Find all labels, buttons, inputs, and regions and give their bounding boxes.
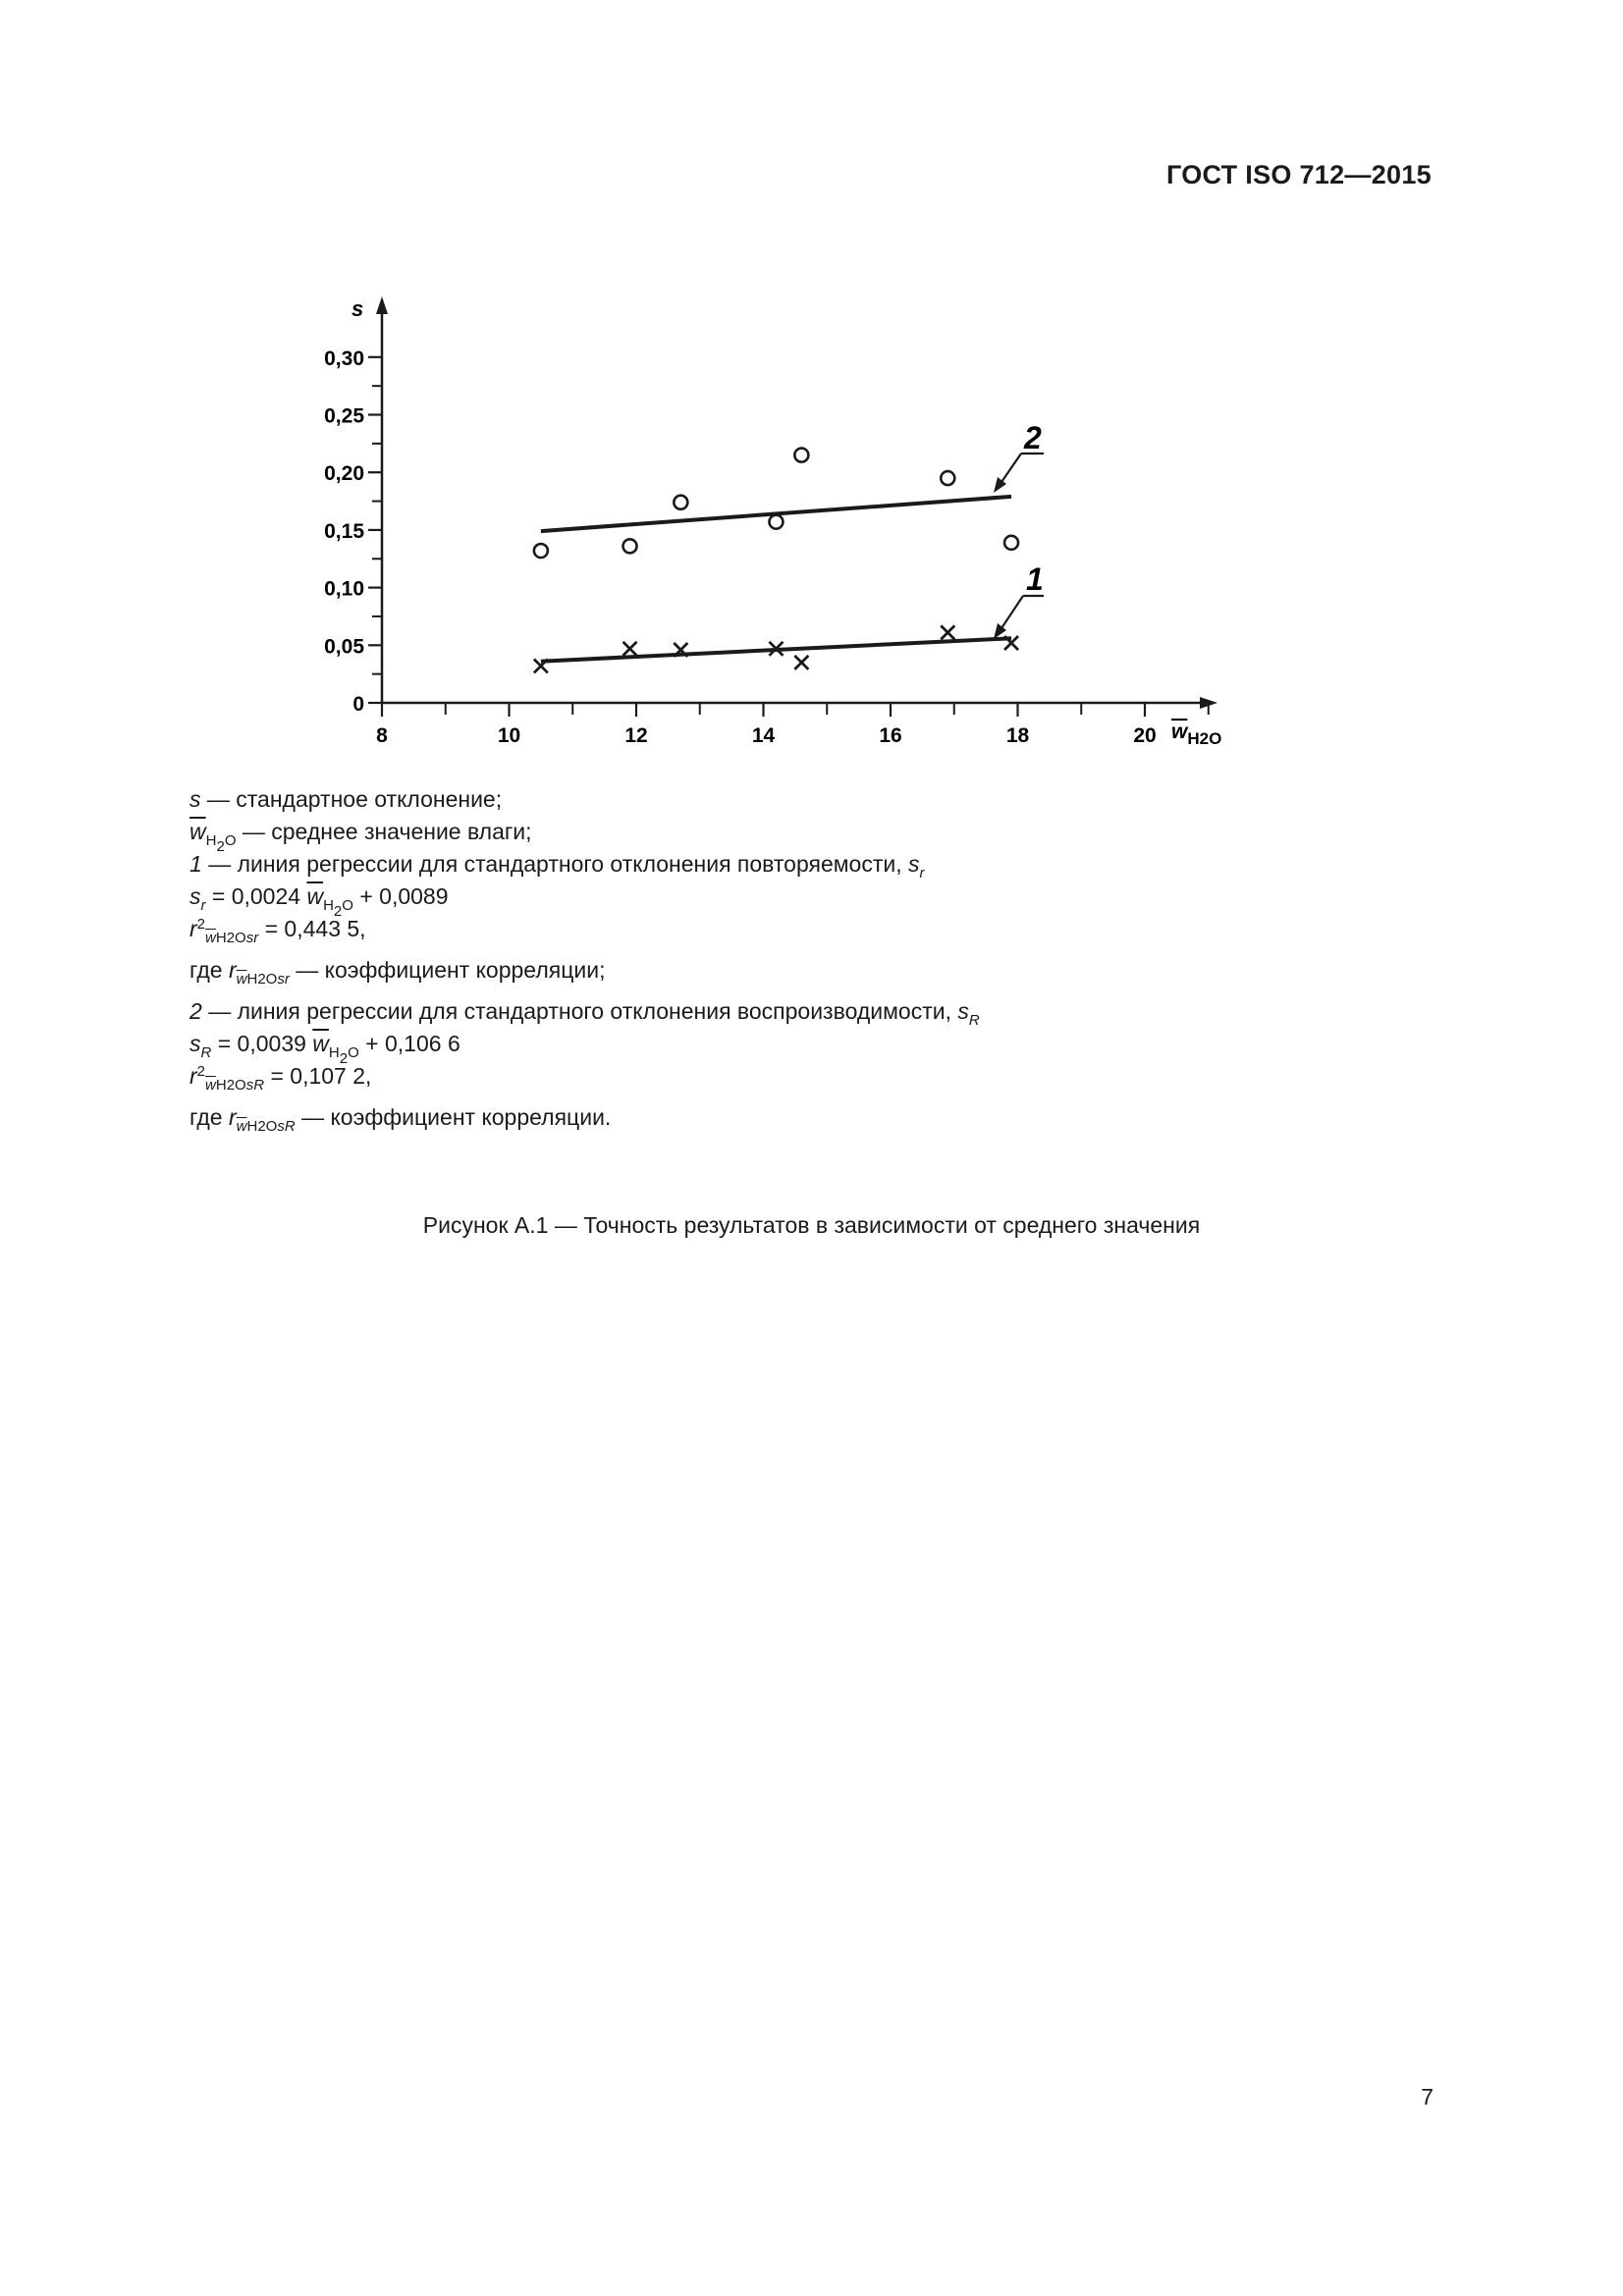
line-annotations	[994, 420, 1044, 639]
legend-line1-desc: — линия регрессии для стандартного отклонения повторяемости,	[208, 851, 902, 877]
legend-line2-desc: — линия регрессии для стандартного отклонения воспроизводимости,	[208, 998, 951, 1024]
circle-point	[941, 471, 954, 485]
legend-line2-row: 2 — линия регрессии для стандартного отклонения воспроизводимости, $s_R$	[189, 998, 980, 1029]
y-axis-arrow	[376, 296, 388, 314]
circle-point	[1004, 536, 1018, 550]
circle-point	[769, 515, 783, 529]
figure-legend	[189, 783, 1171, 1134]
y-axis-label: s	[352, 296, 364, 321]
legend-eq2: $s_R = 0,0039$ $\overline{w}_{H_2O} + 0,106$ 6	[189, 1031, 460, 1067]
circle-point	[674, 496, 687, 509]
circle-point	[794, 449, 808, 462]
legend-s-symbol: s	[189, 786, 201, 812]
legend-eq1: $s_r = 0,0024$ $\overline{w}_{H_2O} + 0,0089$	[189, 883, 449, 920]
page-number: 7	[1421, 2084, 1434, 2109]
annotation-leader	[1000, 454, 1021, 485]
cross-point	[794, 656, 808, 669]
y-tick-label: 0,05	[324, 635, 364, 659]
regression-chart	[0, 0, 1623, 785]
x-tick-label: 20	[1133, 724, 1157, 747]
annotation-label-1: 1	[1026, 561, 1044, 597]
y-tick-label: 0,30	[324, 347, 364, 370]
annotation-leader	[1000, 596, 1023, 631]
legend-where2: где $r_{\overline{w}H2OsR}$ — коэффициент корреляции.	[189, 1104, 612, 1135]
legend-w-sub: H2O	[205, 832, 237, 855]
x-axis-ticks	[376, 703, 1209, 747]
x-tick-label: 18	[1005, 724, 1030, 747]
x-tick-label: 16	[879, 724, 902, 747]
legend-line1-row: 1 — линия регрессии для стандартного отклонения повторяемости, $s_r$	[189, 851, 925, 881]
y-tick-label: 0,25	[324, 404, 364, 428]
legend-w-row	[189, 816, 1171, 855]
x-tick-label: 10	[497, 724, 521, 747]
y-axis-ticks	[324, 347, 382, 716]
circle-point	[623, 539, 637, 553]
x-axis-label: $w_{H2O}$	[1171, 721, 1222, 748]
y-tick-label: 0,10	[324, 577, 364, 601]
legend-s-row	[189, 783, 1171, 816]
data-points	[534, 449, 1018, 673]
legend-w-symbol: $\overline{w}$	[189, 819, 206, 844]
cross-point	[623, 642, 637, 656]
legend-line1-num: 1	[189, 851, 202, 877]
chart-axes	[352, 296, 1221, 748]
y-tick-label: 0,15	[324, 519, 364, 543]
document-id-header: ГОСТ ISO 712—2015	[1166, 160, 1432, 189]
x-tick-label: 8	[376, 724, 388, 747]
cross-point	[1004, 636, 1018, 650]
x-tick-label: 14	[751, 724, 776, 747]
legend-w-desc: — среднее значение влаги;	[242, 819, 532, 844]
y-tick-label: 0	[352, 693, 364, 716]
circle-point	[534, 544, 548, 558]
legend-s-desc: — стандартное отклонение;	[206, 786, 503, 812]
figure-caption: Рисунок А.1 — Точность результатов в зависимости от среднего значения	[422, 1212, 1201, 1238]
x-tick-label: 12	[624, 724, 648, 747]
legend-r2: $r^2_{\overline{w}H2OsR} = 0,107$ 2,	[189, 1063, 372, 1094]
cross-point	[941, 625, 954, 639]
regression-lines	[541, 497, 1011, 662]
legend-line2-num: 2	[189, 998, 202, 1024]
y-tick-label: 0,20	[324, 462, 364, 486]
annotation-label-2: 2	[1024, 420, 1042, 455]
legend-where1: где $r_{\overline{w}H2Osr}$ — коэффициент корреляции;	[189, 957, 606, 988]
legend-r1: $r^2_{\overline{w}H2Osr} = 0,443$ 5,	[189, 916, 366, 946]
